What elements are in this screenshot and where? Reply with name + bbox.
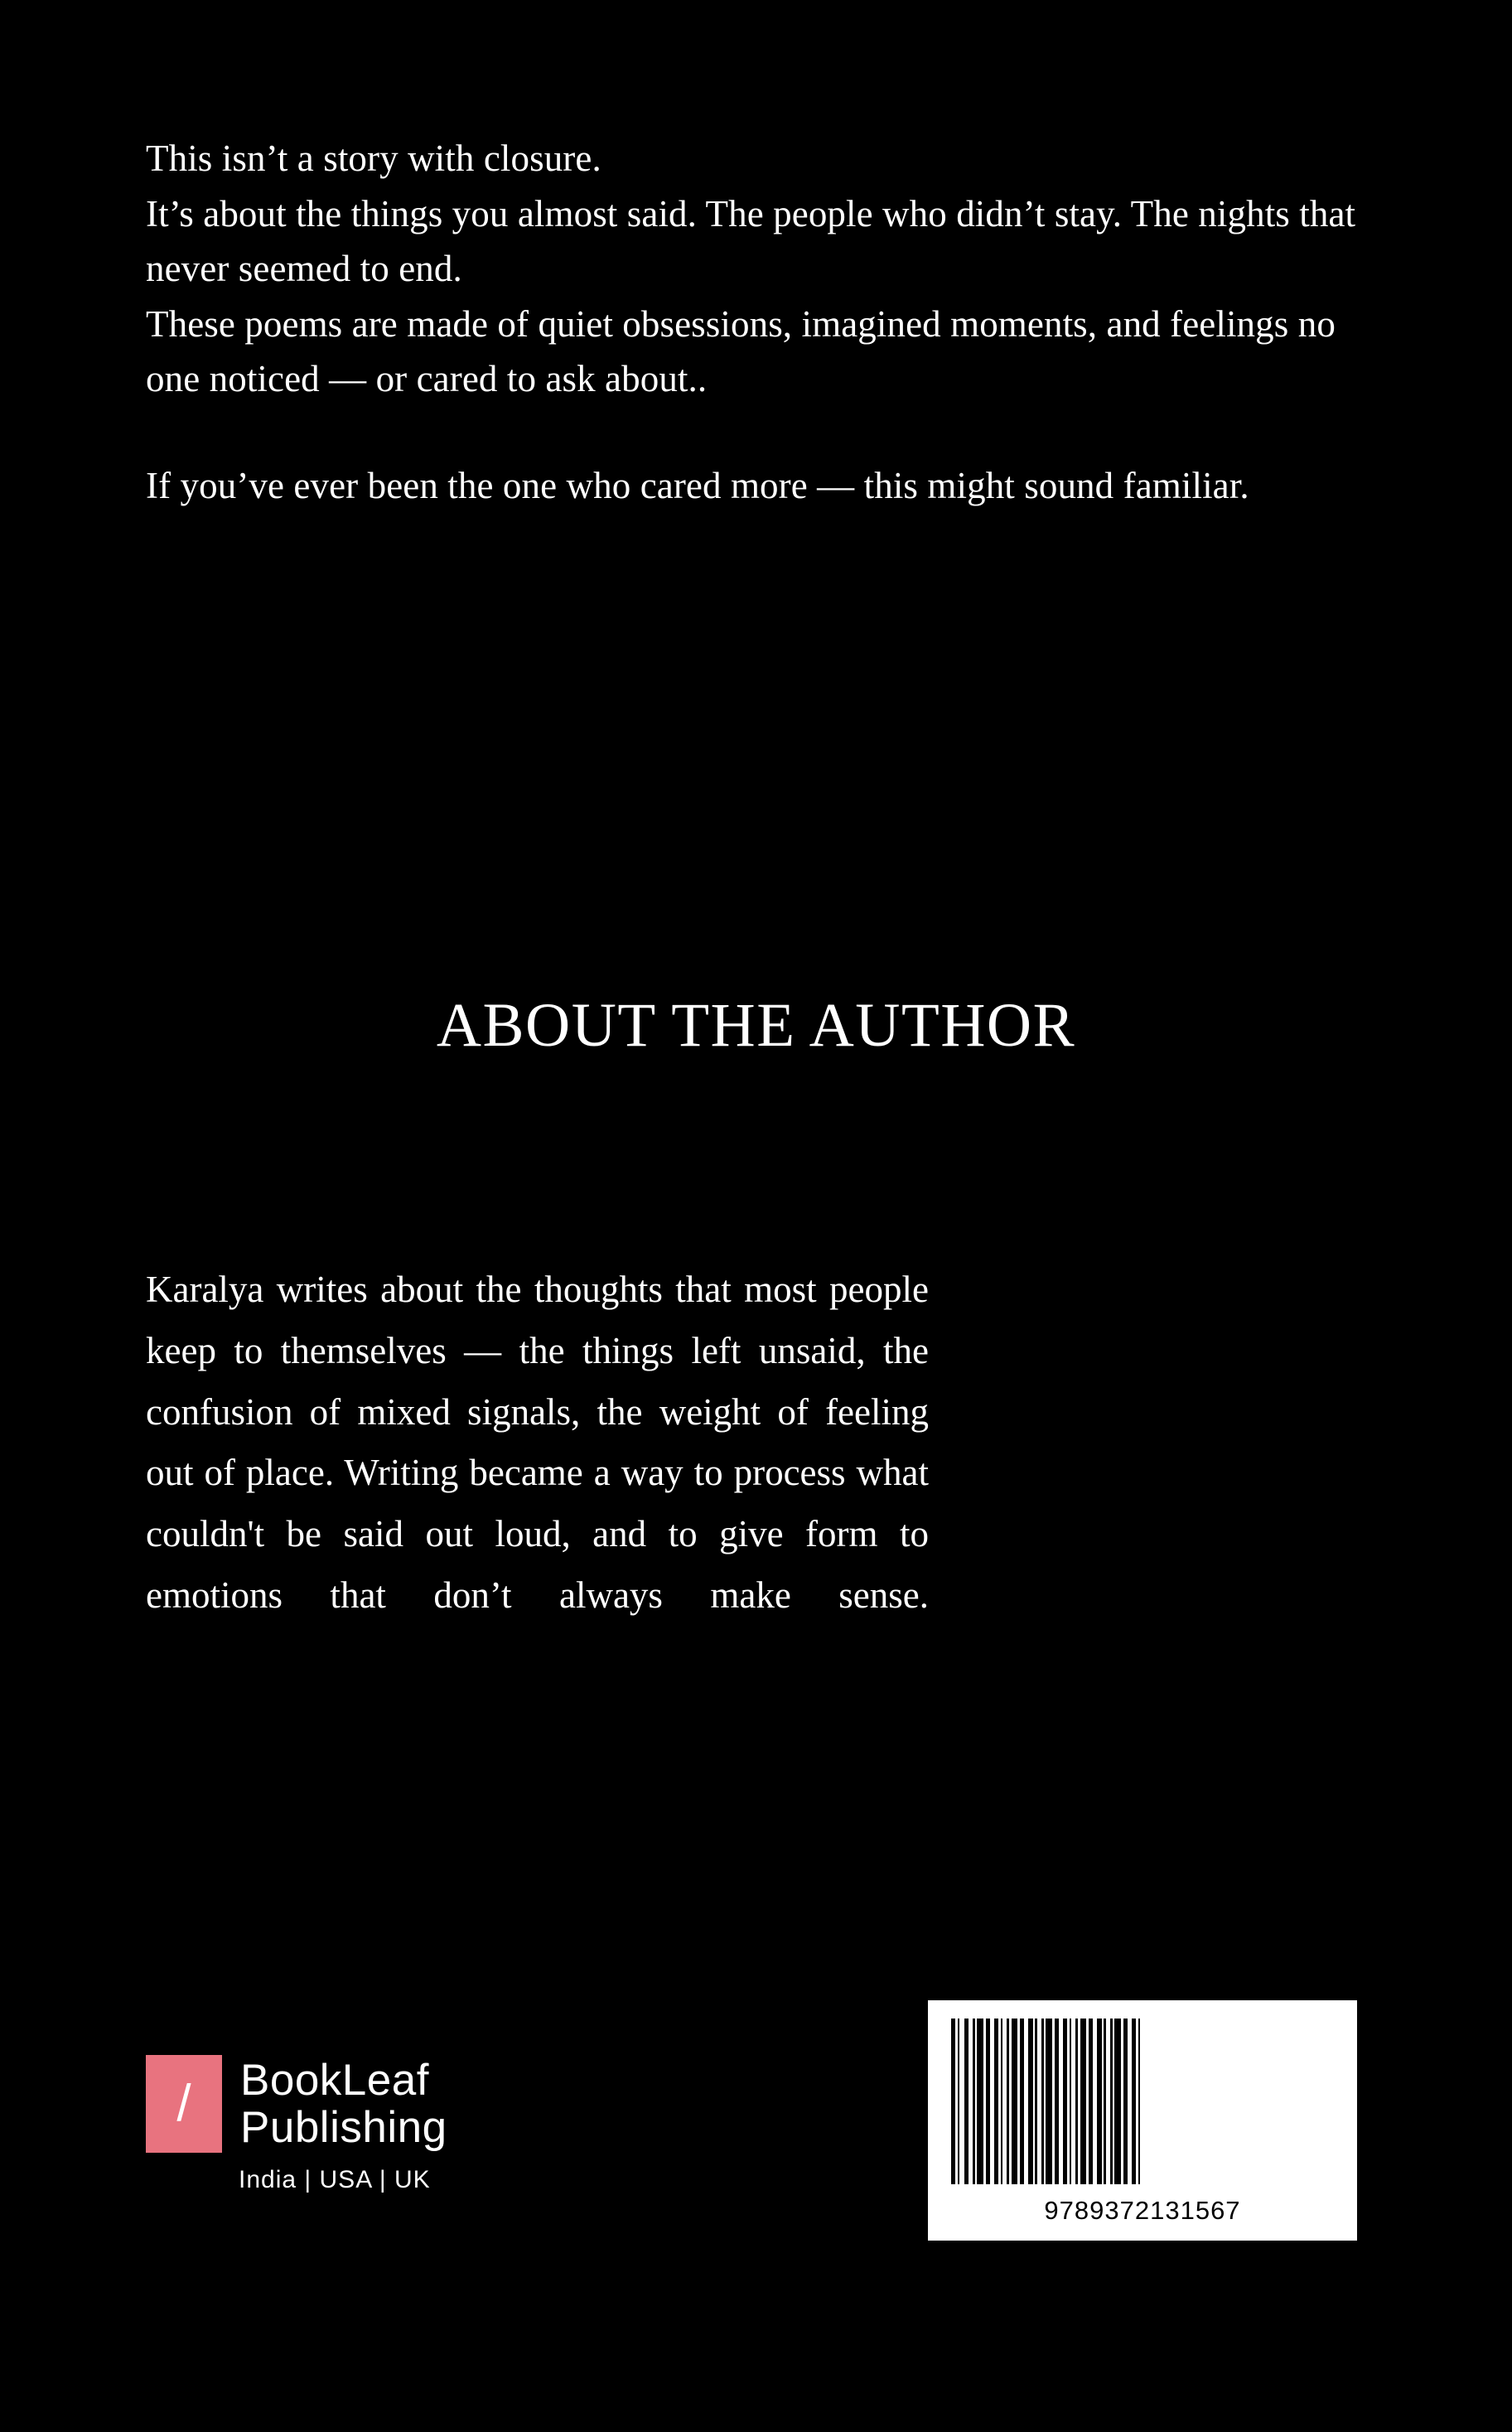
author-bio <box>146 1260 929 1627</box>
about-the-author-heading: ABOUT THE AUTHOR <box>436 991 1076 1060</box>
author-bio-text: Karalya writes about the thoughts that most people keep to themselves — the things left unsaid, the confusion of mixed signals, the weight of feeling out of place. Writing became a way to process what couldn't be said out loud, and to give form to emotions that don’t always make sense. <box>146 1269 929 1616</box>
slash-glyph: / <box>176 2075 191 2132</box>
paragraph-spacer <box>146 407 1389 458</box>
publisher-logo-row <box>146 2055 577 2153</box>
isbn-barcode <box>928 2000 1357 2241</box>
blurb-line-2: It’s about the things you almost said. The people who didn’t stay. The nights that never seemed to end. <box>146 192 1356 290</box>
barcode-bar <box>1080 2019 1087 2184</box>
blurb-paragraph-1 <box>146 131 1389 407</box>
barcode-bar <box>1046 2019 1052 2184</box>
publisher-name <box>240 2057 447 2151</box>
blurb-line-3: These poems are made of quiet obsessions, imagined moments, and feelings no one noticed — or cared to ask about.. <box>146 302 1336 400</box>
barcode-bar <box>1114 2019 1121 2184</box>
barcode-bar <box>977 2019 983 2184</box>
barcode-bars <box>951 2019 1334 2184</box>
barcode-bar <box>1012 2019 1018 2184</box>
barcode-bar <box>1138 2019 1141 2184</box>
publisher-name-line-2: Publishing <box>240 2103 447 2152</box>
publisher-logo <box>146 2055 577 2194</box>
blurb-line-1: This isn’t a story with closure. <box>146 138 601 179</box>
slash-logo-icon <box>146 2055 222 2153</box>
book-blurb <box>146 131 1389 514</box>
publisher-name-line-1: BookLeaf <box>240 2055 429 2105</box>
blurb-paragraph-2: If you’ve ever been the one who cared more — this might sound familiar. <box>146 464 1249 506</box>
publisher-regions: India | USA | UK <box>239 2166 431 2193</box>
barcode-number: 9789372131567 <box>1044 2196 1241 2225</box>
